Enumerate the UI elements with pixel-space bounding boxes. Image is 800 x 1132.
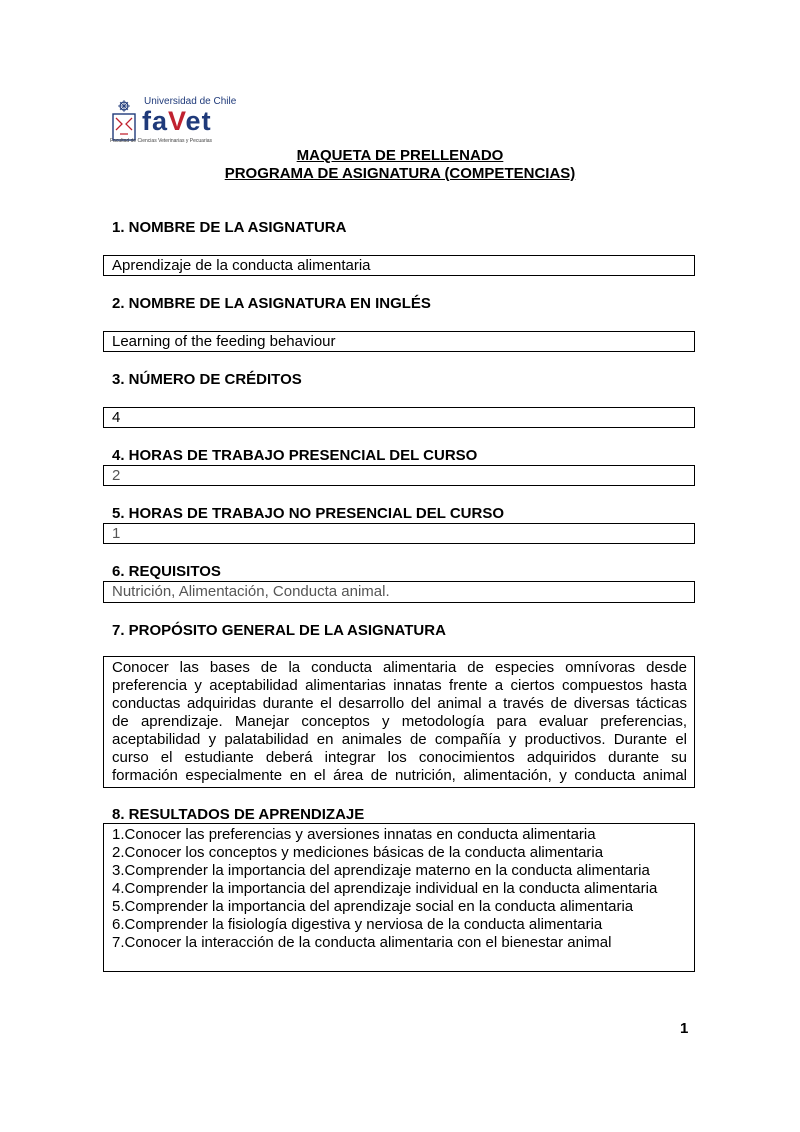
section-1-heading: 1. NOMBRE DE LA ASIGNATURA: [112, 219, 347, 236]
faculty-name: Facultad de Ciencias Veterinarias y Pecuarias: [110, 138, 212, 144]
non-presential-hours-value: 1: [112, 525, 121, 542]
university-name: Universidad de Chile: [144, 96, 237, 107]
outcome-item: 1.Conocer las preferencias y aversiones innatas en conducta alimentaria: [112, 826, 596, 843]
section-5-box: [103, 523, 695, 544]
learning-outcomes-box: [103, 823, 695, 972]
course-name-value: Aprendizaje de la conducta alimentaria: [112, 257, 371, 274]
course-name-english-value: Learning of the feeding behaviour: [112, 333, 336, 350]
purpose-line: aceptabilidad y palatabilidad en animales de compañía y productivos. Durante el: [112, 731, 687, 748]
section-5-heading: 5. HORAS DE TRABAJO NO PRESENCIAL DEL CURSO: [112, 505, 504, 522]
purpose-line: preferencia y aceptabilidad alimentarias innatas frente a ciertos compuestos hasta: [112, 677, 687, 694]
section-7-heading: 7. PROPÓSITO GENERAL DE LA ASIGNATURA: [112, 622, 446, 639]
section-6-heading: 6. REQUISITOS: [112, 563, 221, 580]
outcome-item: 4.Comprender la importancia del aprendizaje individual en la conducta alimentaria: [112, 880, 658, 897]
section-2-box: [103, 331, 695, 352]
purpose-line: formación especialmente en el área de nutrición, alimentación, y conducta animal: [112, 767, 687, 784]
document-title-line1: MAQUETA DE PRELLENADO: [296, 147, 504, 164]
section-3-box: [103, 407, 695, 428]
section-4-heading: 4. HORAS DE TRABAJO PRESENCIAL DEL CURSO: [112, 447, 478, 464]
page-number: 1: [680, 1020, 689, 1037]
outcome-item: 3.Comprender la importancia del aprendizaje materno en la conducta alimentaria: [112, 862, 650, 879]
purpose-line: curso el estudiante deberá integrar los conocimientos adquiridos durante su: [112, 749, 687, 766]
section-2-heading: 2. NOMBRE DE LA ASIGNATURA EN INGLÉS: [112, 295, 431, 312]
purpose-box: [103, 656, 695, 788]
outcome-item: 6.Comprender la fisiología digestiva y nerviosa de la conducta alimentaria: [112, 916, 603, 933]
section-3-heading: 3. NÚMERO DE CRÉDITOS: [112, 371, 302, 388]
favet-wordmark: faVet: [142, 106, 212, 136]
purpose-line: conductas adquiridas durante el desarrollo del animal a través de diversas tácticas: [112, 695, 687, 712]
section-6-box: [103, 581, 695, 603]
document-title-line2: PROGRAMA DE ASIGNATURA (COMPETENCIAS): [224, 165, 576, 182]
favet-logo: [110, 94, 237, 146]
requirements-value: Nutrición, Alimentación, Conducta animal.: [112, 583, 390, 600]
section-1-box: [103, 255, 695, 276]
section-4-box: [103, 465, 695, 486]
outcome-item: 7.Conocer la interacción de la conducta alimentaria con el bienestar animal: [112, 934, 612, 951]
outcome-item: 2.Conocer los conceptos y mediciones básicas de la conducta alimentaria: [112, 844, 604, 861]
purpose-line: Conocer las bases de la conducta alimentaria de especies omnívoras desde: [112, 659, 687, 676]
university-seal-icon: [110, 100, 138, 142]
outcome-item: 5.Comprender la importancia del aprendizaje social en la conducta alimentaria: [112, 898, 634, 915]
section-8-heading: 8. RESULTADOS DE APRENDIZAJE: [112, 806, 365, 823]
presential-hours-value: 2: [112, 467, 121, 484]
purpose-line: de aprendizaje. Manejar conceptos y metodología para evaluar preferencias,: [112, 713, 687, 730]
credits-value: 4: [112, 409, 121, 426]
